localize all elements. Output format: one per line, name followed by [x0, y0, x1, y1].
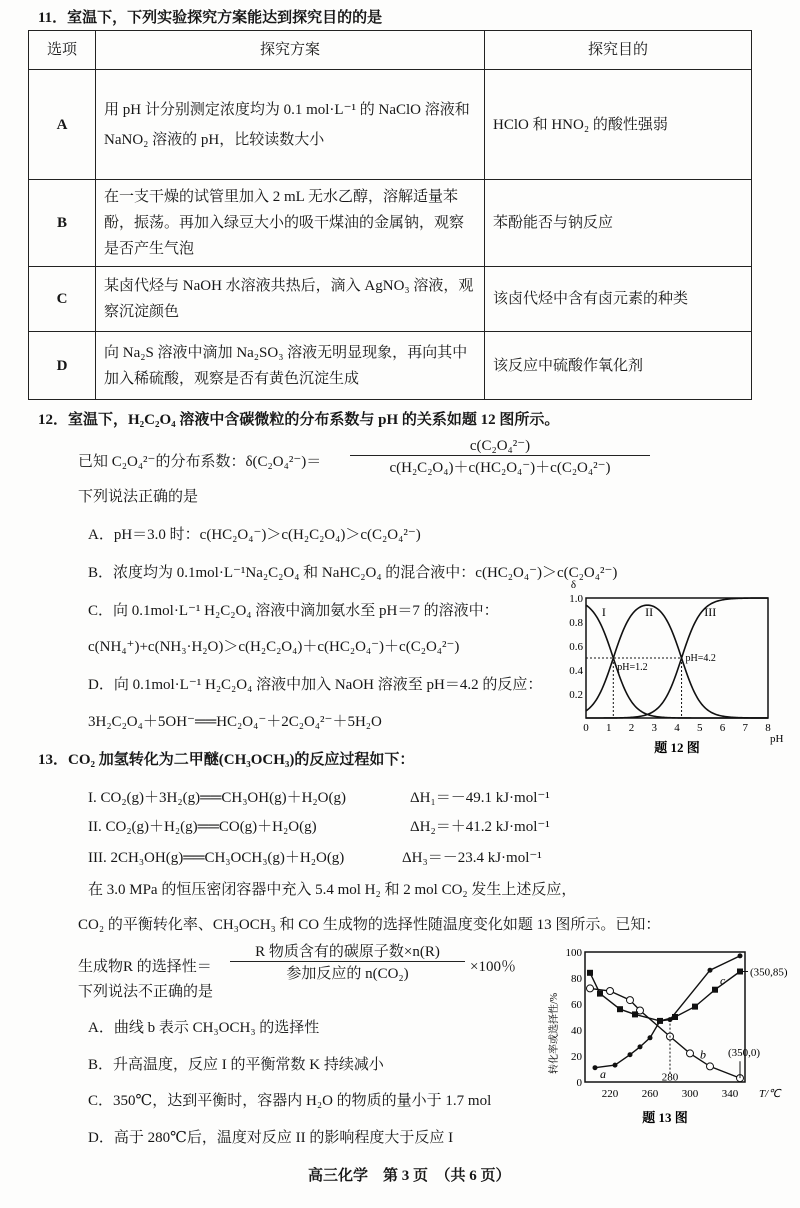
- curve-I: [586, 605, 768, 718]
- col-header: 探究目的: [485, 31, 752, 70]
- series-label: b: [700, 1047, 706, 1062]
- data-point: [707, 1063, 714, 1070]
- table-row: D 向 Na₂S 溶液中滴加 Na₂SO₃ 溶液无明显现象，再向其中加入稀硫酸，观察是否有黄色沉淀生成 该反应中硫酸作氧化剂: [29, 332, 752, 400]
- q11-title: 11．室温下，下列实验探究方案能达到探究目的的是: [38, 10, 383, 26]
- q13-option-b: B．升高温度，反应 I 的平衡常数 K 持续减小: [88, 1057, 384, 1073]
- q12-option-a: A．pH＝3.0 时：c(HC₂O₄⁻)＞c(H₂C₂O₄)＞c(C₂O₄²⁻): [88, 527, 421, 543]
- series-c: [590, 972, 740, 1021]
- q12-option-d: D．向 0.1mol·L⁻¹ H₂C₂O₄ 溶液中加入 NaOH 溶液至 pH＝4.2 的反应：: [88, 677, 543, 693]
- data-point: [638, 1044, 643, 1049]
- denominator: c(H₂C₂O₄)＋c(HC₂O₄⁻)＋c(C₂O₄²⁻): [350, 455, 650, 477]
- data-point: [687, 1050, 694, 1057]
- series-label: a: [600, 1067, 606, 1082]
- selectivity-multiplier: ×100％: [470, 959, 516, 975]
- series-a: [595, 956, 740, 1068]
- q12-fraction: [350, 436, 650, 477]
- y-tick-label: 100: [565, 947, 582, 959]
- data-point: [708, 968, 713, 973]
- table-row: A 用 pH 计分别测定浓度均为 0.1 mol·L⁻¹ 的 NaClO 溶液和 NaNO₂ 溶液的 pH，比较读数大小 HClO 和 HNO₂ 的酸性强弱: [29, 70, 752, 180]
- col-header: 探究方案: [96, 31, 485, 70]
- y-tick-label: 0.8: [569, 617, 583, 629]
- data-point: [593, 1065, 598, 1070]
- curve-II: [586, 605, 768, 718]
- x-axis-label: T/℃: [759, 1088, 781, 1100]
- data-point: [632, 1011, 638, 1017]
- data-point: [613, 1063, 618, 1068]
- q13-option-d: D．高于 280℃后，温度对反应 II 的影响程度大于反应 I: [88, 1130, 454, 1146]
- y-axis-label: 转化率或选择性/%: [549, 992, 560, 1074]
- y-axis-label: δ: [570, 579, 576, 591]
- table-row: B 在一支干燥的试管里加入 2 mL 无水乙醇，溶解适量苯酚，振荡。再加入绿豆大小的吸干煤油的金属钠，观察是否产生气泡 苯酚能否与钠反应: [29, 180, 752, 267]
- denominator: 参加反应的 n(CO₂): [230, 961, 465, 983]
- x-tick-label: 0: [583, 722, 589, 734]
- selectivity-label: 生成物R 的选择性＝: [78, 959, 212, 975]
- annotation: (350,0): [727, 1047, 761, 1059]
- data-point: [617, 1006, 623, 1012]
- x-tick-label: 5: [697, 722, 703, 734]
- y-tick-label: 60: [571, 999, 582, 1011]
- y-tick-label: 1.0: [569, 593, 583, 605]
- y-tick-label: 0: [576, 1077, 582, 1089]
- plot-frame: [585, 952, 745, 1082]
- data-point: [597, 991, 603, 997]
- y-tick-label: 0.4: [569, 665, 583, 677]
- curve-label: II: [645, 605, 654, 619]
- q12-option-b: B．浓度均为 0.1mol·L⁻¹Na₂C₂O₄ 和 NaHC₂O₄ 的混合液中：c(HC₂O₄⁻)＞c(C₂O₄²⁻): [88, 565, 618, 581]
- q12-known: 已知 C₂O₄²⁻的分布系数：δ(C₂O₄²⁻)＝: [78, 454, 322, 470]
- q13-para2: CO₂ 的平衡转化率、CH₃OCH₃ 和 CO 生成物的选择性随温度变化如题 13 图所示。已知：: [78, 917, 661, 933]
- q12-title: 12．室温下，H₂C₂O₄ 溶液中含碳微粒的分布系数与 pH 的关系如题 12 图所示。: [38, 412, 560, 428]
- annotation: 280: [661, 1071, 679, 1084]
- x-tick-label: 4: [674, 722, 680, 734]
- x-tick-label: 2: [628, 722, 635, 734]
- q13-para1: 在 3.0 MPa 的恒压密闭容器中充入 5.4 mol H₂ 和 2 mol CO₂ 发生上述反应，: [88, 882, 577, 898]
- numerator: R 物质含有的碳原子数×n(R): [255, 944, 440, 960]
- page-footer: 高三化学 第 3 页 （共 6 页）: [308, 1168, 511, 1184]
- series-b: [590, 988, 740, 1078]
- curve-label: I: [601, 605, 606, 619]
- pka-annotation: pH=4.2: [685, 653, 716, 664]
- col-header: 选项: [29, 31, 96, 70]
- y-tick-label: 20: [571, 1051, 582, 1063]
- x-tick-label: 3: [651, 722, 657, 734]
- q13-title: 13．CO₂ 加氢转化为二甲醚(CH₃OCH₃)的反应过程如下：: [38, 752, 415, 768]
- enthalpy-1: ΔH₁＝－49.1 kJ·mol⁻¹: [410, 790, 550, 806]
- data-point: [628, 1052, 633, 1057]
- q12-ask: 下列说法正确的是: [78, 489, 199, 505]
- reaction-2: II. CO₂(g)＋H₂(g)══CO(g)＋H₂O(g): [88, 819, 317, 835]
- q11-table: [28, 30, 752, 400]
- data-point: [587, 970, 593, 976]
- reaction-1: I. CO₂(g)＋3H₂(g)══CH₃OH(g)＋H₂O(g): [88, 790, 346, 806]
- q13-ask: 下列说法不正确的是: [78, 984, 214, 1000]
- x-tick-label: 220: [601, 1088, 619, 1100]
- y-tick-label: 0.6: [569, 641, 583, 653]
- reaction-3: III. 2CH₃OH(g)══CH₃OCH₃(g)＋H₂O(g): [88, 850, 345, 866]
- chart-caption: 题 13 图: [642, 1110, 688, 1125]
- data-point: [607, 988, 614, 995]
- curve-label: III: [704, 605, 717, 619]
- x-tick-label: 340: [721, 1088, 739, 1100]
- pka-annotation: pH=1.2: [617, 662, 648, 673]
- x-tick-label: 260: [641, 1088, 659, 1100]
- y-tick-label: 0.2: [569, 689, 583, 701]
- enthalpy-3: ΔH₃＝－23.4 kJ·mol⁻¹: [402, 850, 542, 866]
- q12-option-c-line2: c(NH₄⁺)+c(NH₃·H₂O)＞c(H₂C₂O₄)＋c(HC₂O₄⁻)＋c(C₂O₄²⁻): [88, 639, 460, 655]
- x-axis-label: pH: [770, 733, 784, 745]
- figure-12-chart: [562, 578, 798, 760]
- q12-option-c: C．向 0.1mol·L⁻¹ H₂C₂O₄ 溶液中滴加氨水至 pH＝7 的溶液中：: [88, 603, 499, 619]
- q13-option-c: C．350℃，达到平衡时，容器内 H₂O 的物质的量小于 1.7 mol: [88, 1093, 492, 1109]
- x-tick-label: 300: [681, 1088, 699, 1100]
- data-point: [648, 1035, 653, 1040]
- chart-caption: 题 12 图: [654, 740, 700, 755]
- q12-option-d-line2: 3H₂C₂O₄＋5OH⁻══HC₂O₄⁻＋2C₂O₄²⁻＋5H₂O: [88, 714, 382, 730]
- y-tick-label: 80: [571, 973, 582, 985]
- y-tick-label: 40: [571, 1025, 582, 1037]
- x-tick-label: 8: [765, 722, 771, 734]
- data-point: [657, 1018, 663, 1024]
- numerator: c(C₂O₄²⁻): [469, 438, 531, 454]
- data-point: [692, 1004, 698, 1010]
- data-point: [738, 953, 743, 958]
- selectivity-fraction: [230, 940, 465, 983]
- series-label: c: [720, 973, 726, 988]
- figure-13-chart: [545, 940, 800, 1135]
- annotation: (350,85): [750, 966, 788, 979]
- data-point: [712, 987, 718, 993]
- x-tick-label: 1: [606, 722, 612, 734]
- q13-option-a: A．曲线 b 表示 CH₃OCH₃ 的选择性: [88, 1020, 320, 1036]
- data-point: [587, 985, 594, 992]
- data-point: [627, 997, 634, 1004]
- enthalpy-2: ΔH₂＝＋41.2 kJ·mol⁻¹: [410, 819, 550, 835]
- table-row: C 某卤代烃与 NaOH 水溶液共热后，滴入 AgNO₃ 溶液，观察沉淀颜色 该卤代烃中含有卤元素的种类: [29, 267, 752, 332]
- x-tick-label: 6: [719, 722, 726, 734]
- data-point: [672, 1014, 678, 1020]
- x-tick-label: 7: [742, 722, 748, 734]
